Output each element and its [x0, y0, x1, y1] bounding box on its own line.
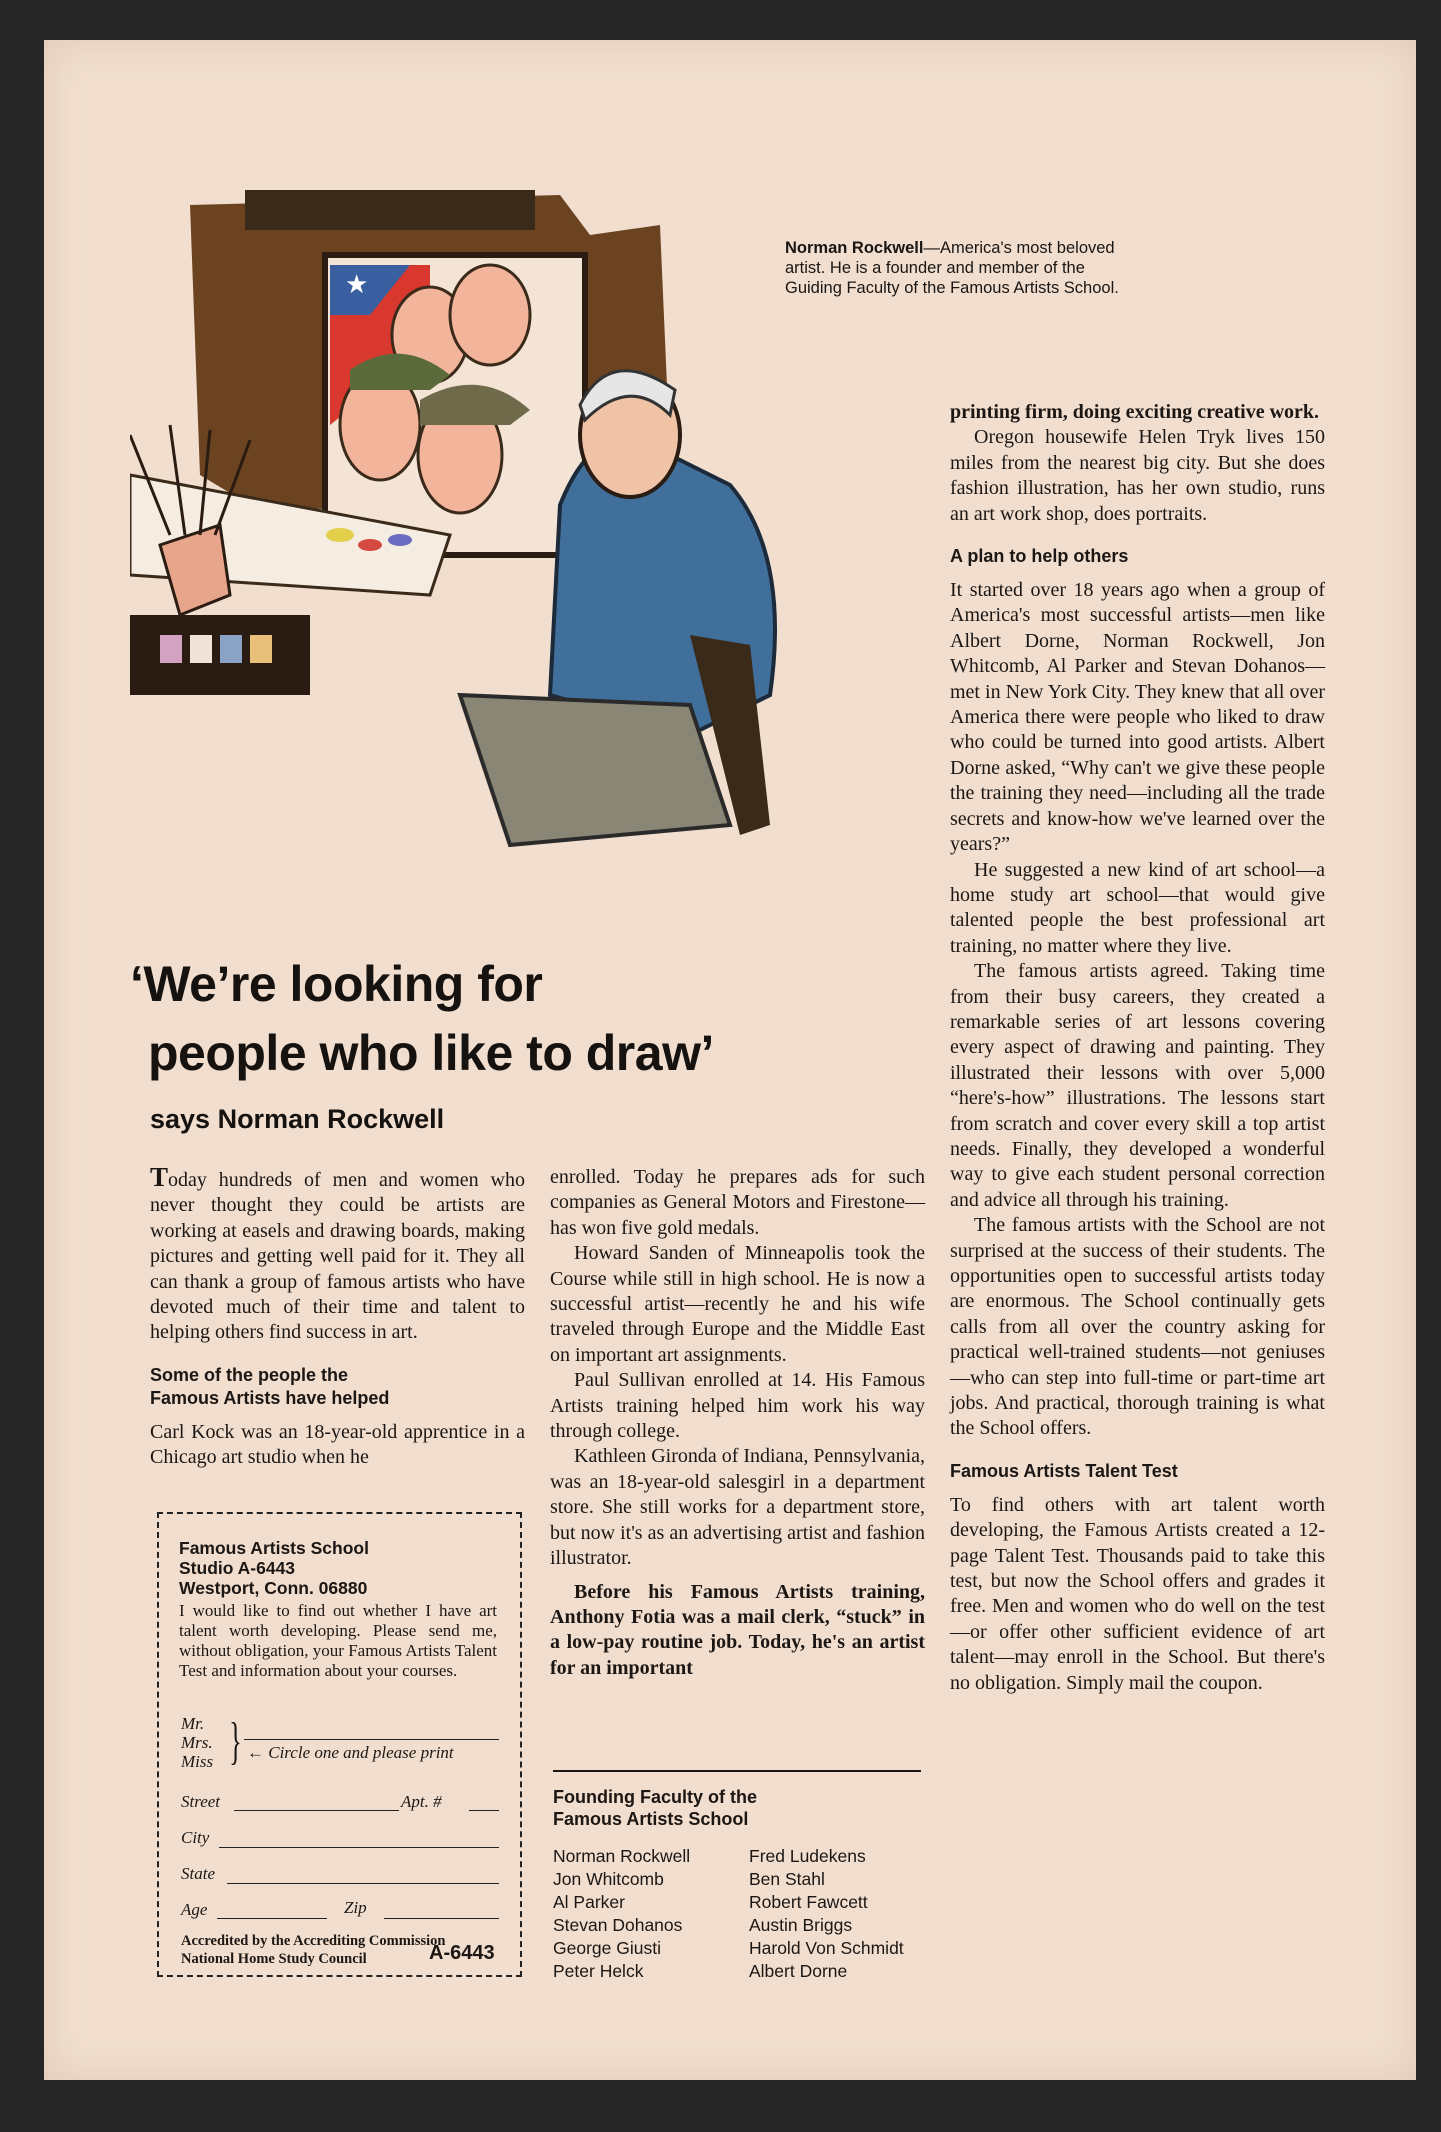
- faculty-name: Norman Rockwell: [553, 1846, 691, 1866]
- faculty-name: Albert Dorne: [749, 1961, 848, 1981]
- zip-field[interactable]: [384, 1918, 499, 1919]
- caption-text: —America's most beloved artist. He is a founder and member of the Guiding Faculty of the Famous Artists School.: [785, 239, 1119, 297]
- name-field[interactable]: [244, 1739, 499, 1740]
- body-paragraph: To find others with art talent worth developing, the Famous Artists created a 12-page Talent Test. Thousands paid to take this test, but now the School offers and grades it free. Men and women who do well on the test—or offer other sufficient evidence of art talent—may enroll in the School. But there's no obligation. Simply mail the coupon.: [950, 1493, 1325, 1694]
- faculty-name: Al Parker: [553, 1892, 625, 1912]
- rockwell-painting-illustration: [130, 175, 890, 925]
- body-paragraph: printing firm, doing exciting creative work.: [950, 401, 1320, 423]
- state-field[interactable]: [227, 1883, 499, 1884]
- state-label: State: [181, 1864, 215, 1883]
- faculty-heading: [553, 1786, 757, 1830]
- title-mr[interactable]: Mr.: [181, 1714, 205, 1733]
- column-3: [950, 400, 1325, 1696]
- coupon-address: [179, 1538, 369, 1598]
- divider: [553, 1770, 921, 1772]
- title-mrs[interactable]: Mrs.: [181, 1733, 213, 1752]
- section-heading: Famous Artists Talent Test: [950, 1460, 1178, 1481]
- faculty-name: George Giusti: [553, 1938, 661, 1958]
- intro-paragraph: [150, 1162, 525, 1346]
- zip-label: Zip: [344, 1898, 367, 1917]
- faculty-list-left: [553, 1845, 690, 1983]
- body-paragraph: He suggested a new kind of art school—a home study art school—that would give talented people the best professional art training, no matter where they live.: [950, 858, 1325, 957]
- body-paragraph: enrolled. Today he prepares ads for such companies as General Motors and Firestone—has won five gold medals.: [550, 1166, 925, 1239]
- faculty-name: Harold Von Schmidt: [749, 1938, 904, 1958]
- headline-line-2: people who like to draw’: [148, 1025, 714, 1081]
- body-paragraph: Howard Sanden of Minneapolis took the Course while still in high school. He is now a successful artist—recently he and his wife traveled through Europe and the Middle East on important art assignments.: [550, 1242, 925, 1366]
- mail-coupon[interactable]: [157, 1512, 522, 1977]
- coupon-city: Westport, Conn. 06880: [179, 1578, 368, 1598]
- coupon-code: A-6443: [429, 1942, 495, 1964]
- body-paragraph: It started over 18 years ago when a group of America's most successful artists—men like Albert Dorne, Norman Rockwell, Jon Whitcomb, Al Parker and Stevan Dohanos—met in New York City. They knew that all over America there were people who liked to draw who could be turned into good artists. Albert Dorne asked, “Why can't we give these people the training they need—including all the trade secrets and know-how we've learned over the years?”: [950, 579, 1325, 856]
- faculty-name: Ben Stahl: [749, 1869, 825, 1889]
- headline: [130, 950, 948, 1088]
- age-field[interactable]: [217, 1918, 327, 1919]
- intro-text: oday hundreds of men and women who never thought they could be artists are working at easels and drawing boards, making pictures and getting well paid for it. They all can thank a group of famous artists who have devoted much of their time and talent to helping others find success in art.: [150, 1169, 525, 1344]
- title-miss[interactable]: Miss: [181, 1752, 214, 1771]
- faculty-heading-line-1: Founding Faculty of the: [553, 1787, 757, 1807]
- street-label: Street: [181, 1792, 221, 1811]
- body-paragraph: Carl Kock was an 18-year-old apprentice in a Chicago art studio when he: [150, 1420, 525, 1469]
- body-paragraph: Kathleen Gironda of Indiana, Pennsylvania, was an 18-year-old salesgirl in a department store. She still works for a department store, but now it's as an advertising artist and fashion illustrator.: [550, 1445, 926, 1570]
- photo-caption: [785, 238, 1130, 298]
- caption-name: Norman Rockwell: [785, 239, 924, 257]
- faculty-name: Fred Ludekens: [749, 1846, 866, 1866]
- section-heading: A plan to help others: [950, 546, 1129, 567]
- column-2: [550, 1165, 925, 1681]
- body-paragraph: The famous artists with the School are not surprised at the success of their students. The opportunities open to successful artists today are enormous. The School continually gets calls from all over the country asking for practical well-trained students—not geniuses—who can step into full-time or part-time art jobs. And practical, thorough training is what the School offers.: [950, 1214, 1325, 1440]
- faculty-name: Austin Briggs: [749, 1915, 853, 1935]
- faculty-name: Peter Helck: [553, 1961, 644, 1981]
- faculty-heading-line-2: Famous Artists School: [553, 1809, 749, 1829]
- body-paragraph: Oregon housewife Helen Tryk lives 150 miles from the nearest big city. But she does fashion illustration, has her own studio, runs an art work shop, does portraits.: [950, 426, 1325, 525]
- coupon-request-text: I would like to find out whether I have art talent worth developing. Please send me, without obligation, your Famous Artists Talent Test and information about your courses.: [179, 1601, 497, 1680]
- faculty-name: Jon Whitcomb: [553, 1869, 664, 1889]
- age-label: Age: [181, 1900, 208, 1919]
- faculty-name: Stevan Dohanos: [553, 1915, 683, 1935]
- coupon-studio: Studio A-6443: [179, 1558, 296, 1578]
- body-paragraph: The famous artists agreed. Taking time from their busy careers, they created a remarkable series of art lessons covering every aspect of drawing and painting. They illustrated their lessons with over 5,000 “here's-how” illustrations. The lessons start from scratch and cover every skill a top artist needs. Finally, they developed a wonderful way to give each student personal correction and advice all through his training.: [950, 960, 1325, 1211]
- drop-cap: T: [150, 1162, 169, 1192]
- accreditation: [181, 1932, 445, 1968]
- city-label: City: [181, 1828, 210, 1847]
- faculty-list-right: [749, 1845, 904, 1983]
- circle-note: ← Circle one and please print: [247, 1743, 454, 1762]
- faculty-name: Robert Fawcett: [749, 1892, 868, 1912]
- subheadline: says Norman Rockwell: [150, 1104, 445, 1134]
- coupon-school: Famous Artists School: [179, 1538, 369, 1558]
- street-field[interactable]: [234, 1810, 399, 1811]
- section-heading: Some of the people the Famous Artists have helped: [150, 1364, 390, 1408]
- apt-label: Apt. #: [401, 1792, 442, 1811]
- title-options[interactable]: [181, 1714, 213, 1771]
- city-field[interactable]: [219, 1847, 499, 1848]
- flag-star-icon: ★: [345, 270, 369, 299]
- column-1: [150, 1162, 525, 1471]
- body-paragraph: Before his Famous Artists training, Anthony Fotia was a mail clerk, “stuck” in a low-pay routine job. Today, he's an artist for an important: [550, 1580, 925, 1679]
- brace-icon: }: [229, 1713, 242, 1770]
- accreditation-line-2: National Home Study Council: [181, 1951, 367, 1967]
- accreditation-line-1: Accredited by the Accrediting Commission: [181, 1933, 446, 1949]
- headline-line-1: ‘We’re looking for: [130, 956, 543, 1012]
- apt-field[interactable]: [469, 1810, 499, 1811]
- body-paragraph: Paul Sullivan enrolled at 14. His Famous Artists training helped him work his way through college.: [550, 1369, 925, 1443]
